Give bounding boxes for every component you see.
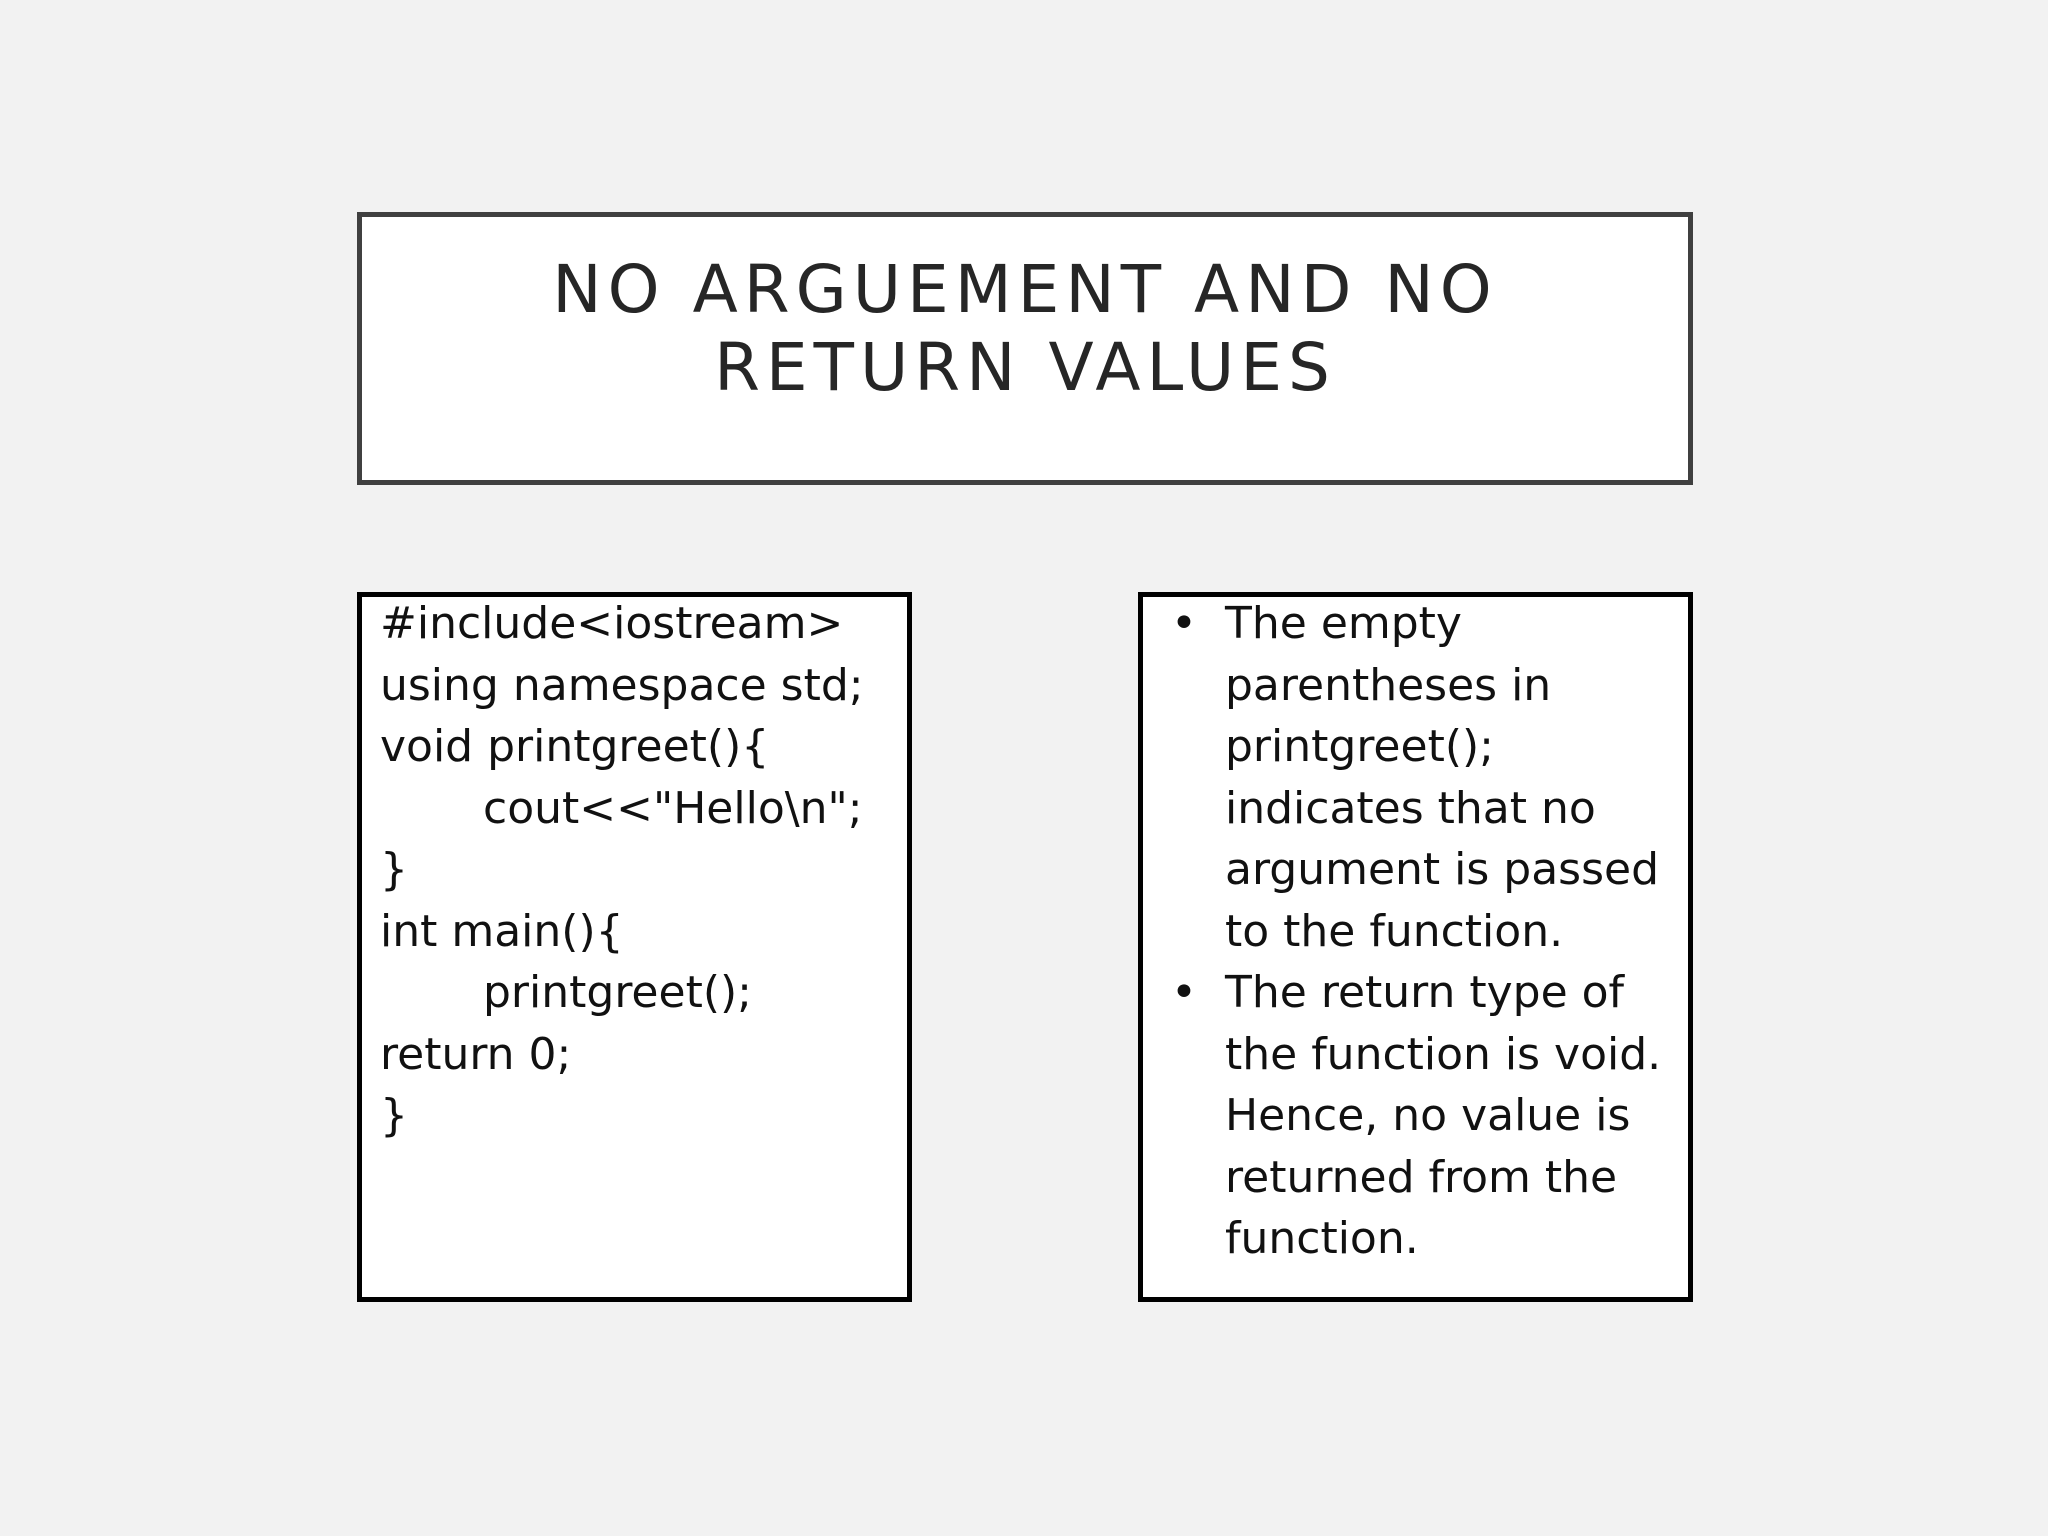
note-line: returned from the bbox=[1225, 1151, 1618, 1203]
list-item bbox=[1143, 962, 1678, 1270]
code-line-main-signature: int main(){ bbox=[380, 905, 624, 957]
code-line-return: return 0; bbox=[380, 1028, 572, 1080]
note-line: argument is passed bbox=[1225, 844, 1660, 895]
note-line: printgreet(); bbox=[1225, 721, 1494, 772]
code-line-function-call: printgreet(); bbox=[483, 967, 752, 1018]
list-item-text bbox=[1225, 593, 1678, 962]
code-example-panel bbox=[357, 592, 912, 1302]
note-line: Hence, no value is bbox=[1225, 1090, 1631, 1141]
code-line-include: #include<iostream> bbox=[380, 598, 844, 649]
note-line: The return type of bbox=[1225, 967, 1625, 1018]
note-line: The empty bbox=[1225, 598, 1462, 649]
bullet-icon: • bbox=[1171, 598, 1197, 649]
code-line-main-close: } bbox=[380, 1090, 408, 1141]
note-line: indicates that no bbox=[1225, 782, 1596, 834]
note-line: parentheses in bbox=[1225, 659, 1552, 711]
note-line: the function is void. bbox=[1225, 1028, 1662, 1080]
code-line-cout: cout<<"Hello\n"; bbox=[483, 782, 863, 834]
note-line: function. bbox=[1225, 1213, 1419, 1264]
slide-title-box bbox=[357, 212, 1693, 485]
slide-title-line-1: NO ARGUEMENT AND NO bbox=[552, 251, 1498, 328]
slide-title-line-2: RETURN VALUES bbox=[714, 329, 1336, 406]
bullet-icon: • bbox=[1171, 967, 1197, 1018]
code-line-function-signature: void printgreet(){ bbox=[380, 721, 770, 772]
code-line-function-close: } bbox=[380, 844, 408, 895]
explanation-list bbox=[1143, 593, 1678, 1270]
note-line: to the function. bbox=[1225, 905, 1564, 957]
code-line-namespace: using namespace std; bbox=[380, 659, 864, 711]
list-item-text bbox=[1225, 962, 1678, 1270]
explanation-panel bbox=[1138, 592, 1693, 1302]
list-item bbox=[1143, 593, 1678, 962]
code-listing bbox=[380, 593, 907, 1147]
